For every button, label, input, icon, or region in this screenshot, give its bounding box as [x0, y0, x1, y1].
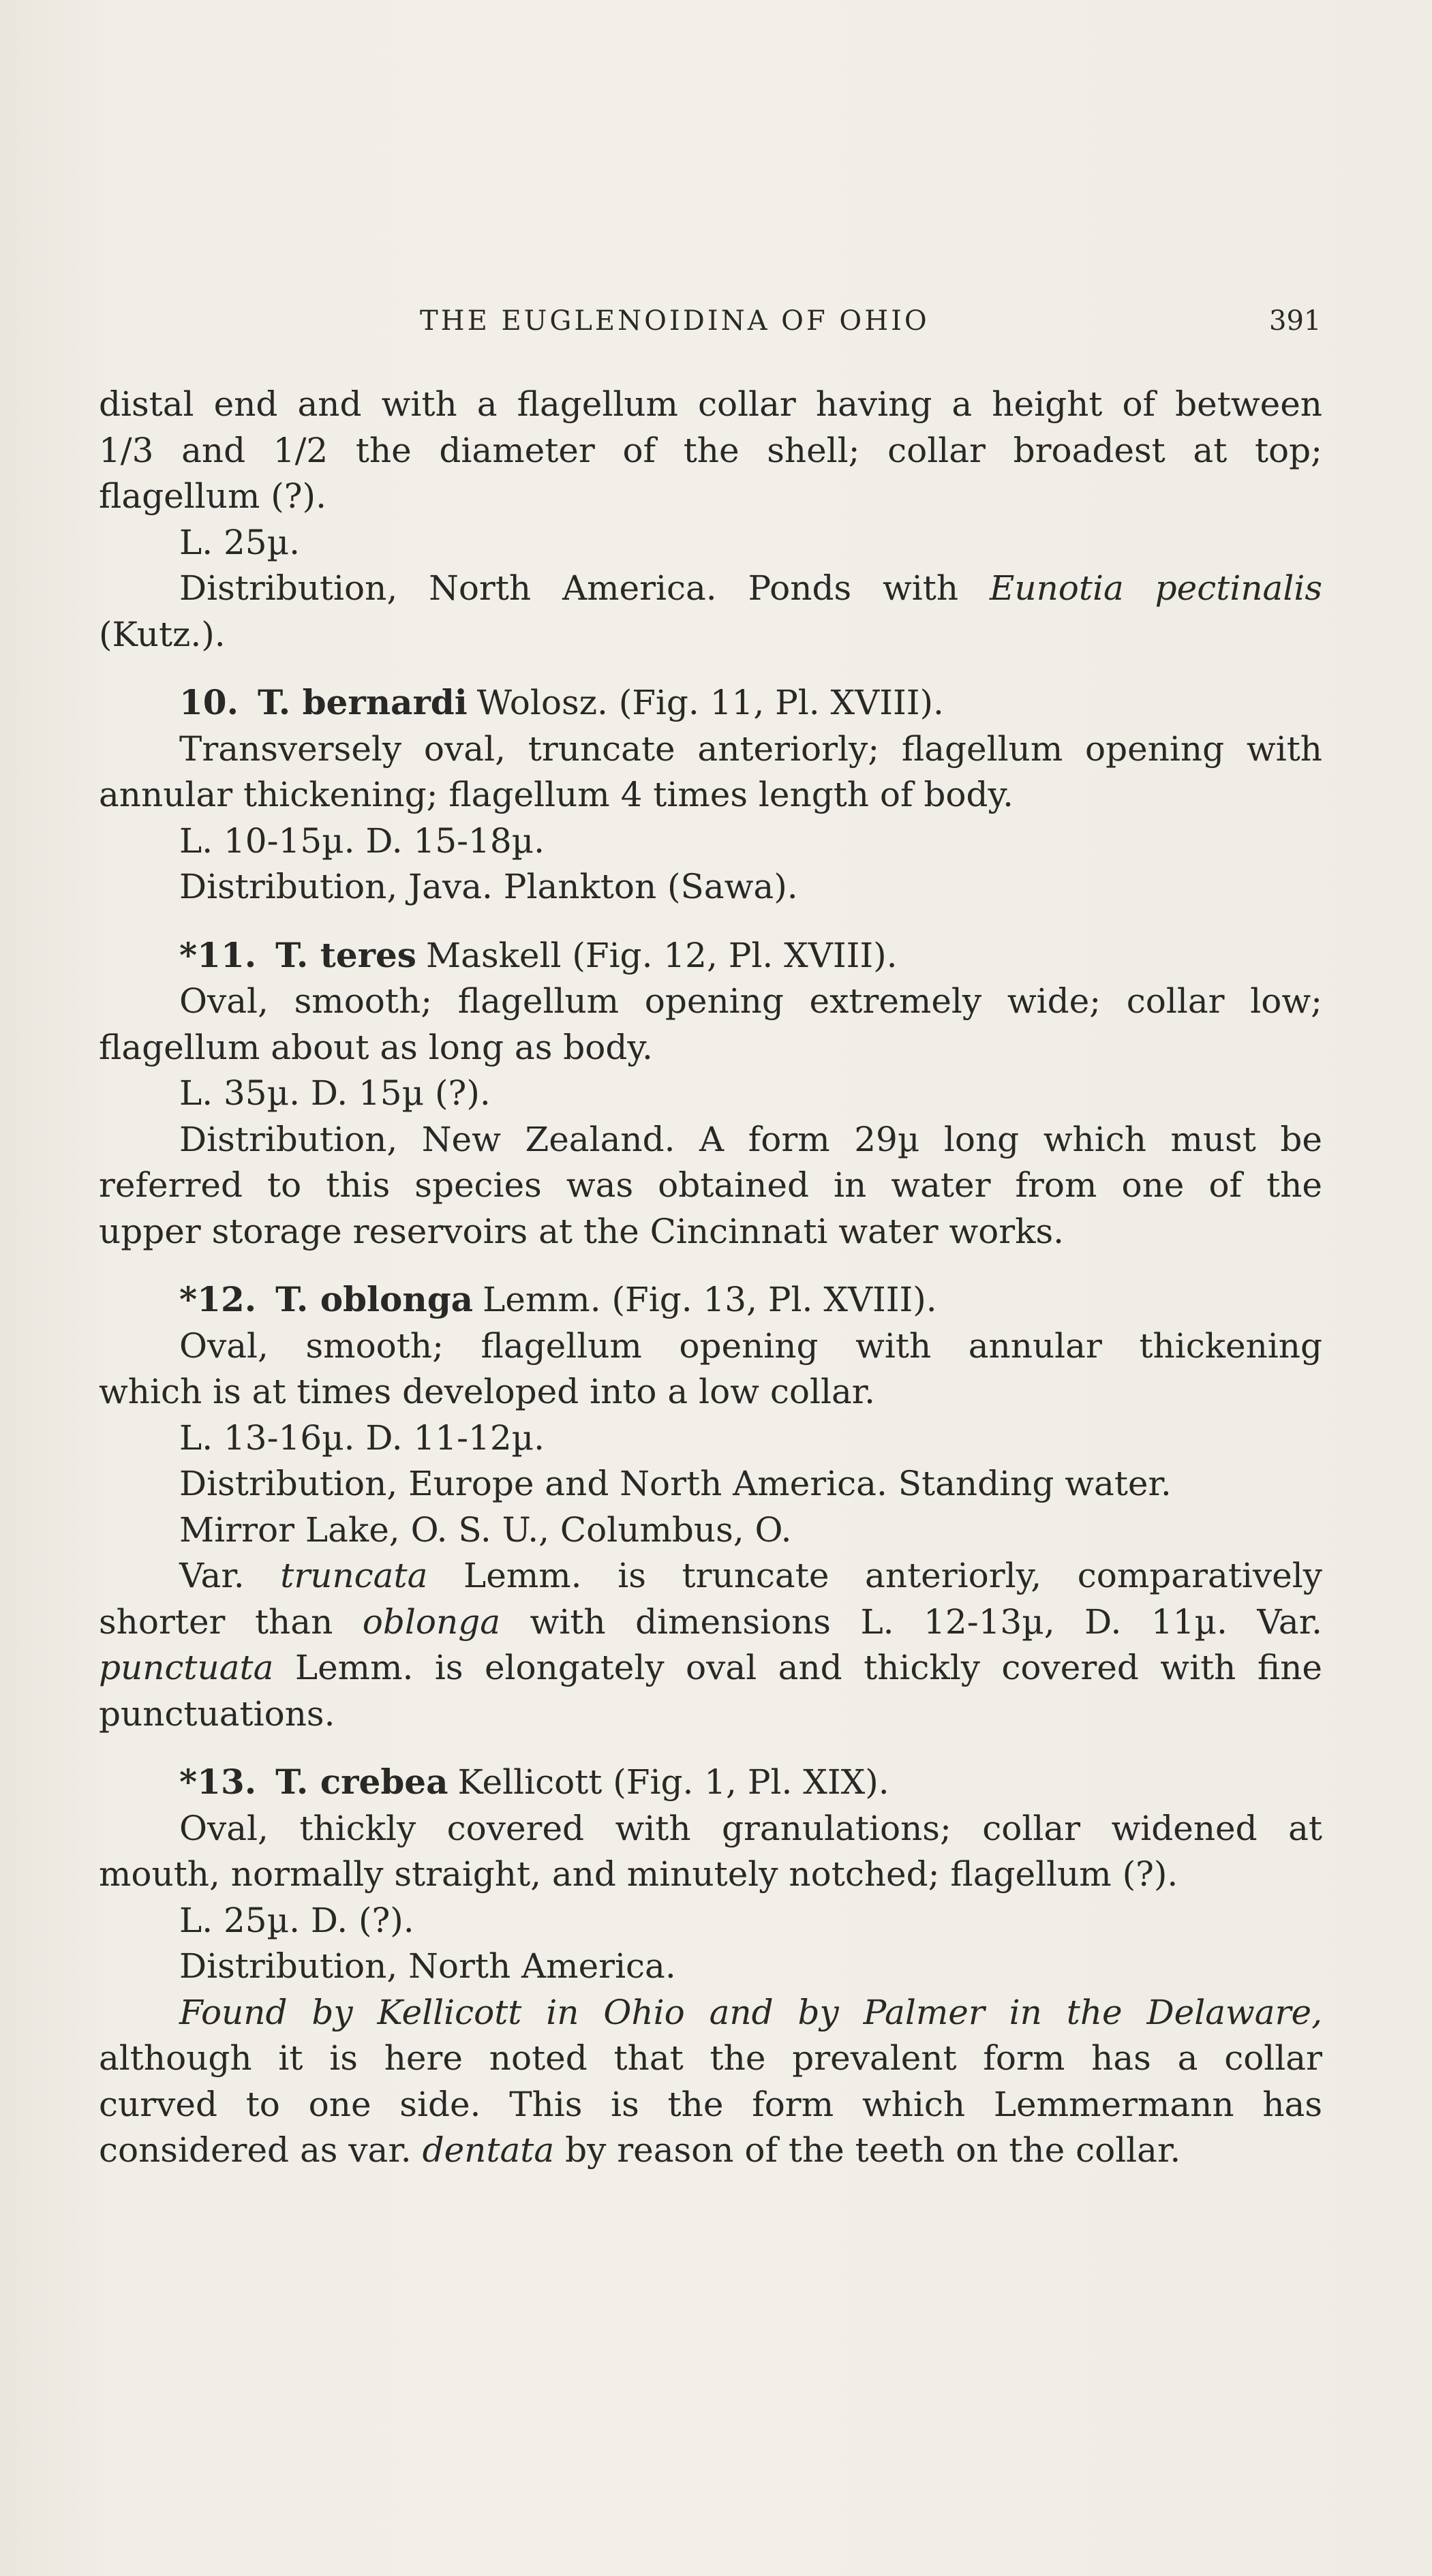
- entry-heading: [99, 932, 1322, 979]
- entry-reference: Wolosz. (Fig. 11, Pl. XVIII).: [476, 683, 944, 722]
- text-line: [99, 1645, 1322, 1691]
- text-line: upper storage reservoirs at the Cincinnati water works.: [99, 1211, 1065, 1251]
- measurement-line: L. 25µ. D. (?).: [179, 1900, 414, 1940]
- species-italic: Eunotia pectinalis: [989, 568, 1322, 608]
- text-run: shorter than: [99, 1601, 363, 1642]
- page-header: [0, 305, 1432, 346]
- variety-line: [99, 1553, 1322, 1599]
- text-run: with dimensions L. 12-13µ, D. 11µ. Var.: [500, 1601, 1323, 1642]
- body-text: [99, 382, 1322, 2174]
- text-line: flagellum (?).: [99, 476, 326, 516]
- entry-number: 10.: [179, 682, 239, 722]
- text-line: mouth, normally straight, and minutely notched; flagellum (?).: [99, 1854, 1178, 1894]
- text-line: Transversely oval, truncate anteriorly; flagellum opening with: [179, 729, 1322, 769]
- text-line: punctuations.: [99, 1693, 335, 1734]
- entry-number: *11.: [179, 934, 257, 975]
- text-line: [99, 2128, 1322, 2174]
- measurement-line: L. 10-15µ. D. 15-18µ.: [179, 821, 545, 861]
- species-name: T. bernardi: [258, 682, 468, 722]
- entry-heading: [99, 1759, 1322, 1806]
- text-line: referred to this species was obtained in water from one of the: [99, 1165, 1322, 1205]
- text-line: curved to one side. This is the form which Lemmermann has: [99, 2084, 1322, 2124]
- distribution-line: Distribution, New Zealand. A form 29µ long which must be: [179, 1119, 1322, 1159]
- text-run: Lemm. is elongately oval and thickly covered with fine: [273, 1648, 1322, 1687]
- entry-heading: [99, 1276, 1322, 1323]
- text-line: Oval, thickly covered with granulations; collar widened at: [179, 1808, 1322, 1848]
- text-run: Var.: [179, 1556, 281, 1595]
- measurement-line: L. 35µ. D. 15µ (?).: [179, 1073, 491, 1113]
- entry-reference: Lemm. (Fig. 13, Pl. XVIII).: [483, 1280, 937, 1319]
- species-name: T. oblonga: [275, 1279, 474, 1319]
- species-italic: oblonga: [362, 1601, 501, 1642]
- text-run: considered as var.: [99, 2130, 423, 2170]
- text-line: distal end and with a flagellum collar having a height of between: [99, 384, 1322, 424]
- distribution-line: Distribution, Europe and North America. Standing water.: [179, 1464, 1172, 1503]
- continuation-paragraph: [99, 382, 1322, 658]
- distribution-line: Distribution, North America.: [179, 1946, 676, 1986]
- text-line: although it is here noted that the prevalent form has a collar: [99, 2038, 1322, 2078]
- measurement-line: L. 25µ.: [179, 522, 301, 562]
- text-run: by reason of the teeth on the collar.: [554, 2130, 1181, 2170]
- variety-italic: dentata: [422, 2130, 555, 2170]
- text-run: Lemm. is truncate anteriorly, comparatively: [427, 1556, 1322, 1595]
- entry-reference: Maskell (Fig. 12, Pl. XVIII).: [425, 935, 898, 975]
- text-run: Distribution, North America. Ponds with: [179, 568, 990, 608]
- measurement-line: L. 13-16µ. D. 11-12µ.: [179, 1417, 545, 1458]
- species-entry-11: [99, 932, 1322, 1255]
- entry-number: *13.: [179, 1762, 257, 1802]
- species-name: T. teres: [275, 934, 416, 975]
- entry-heading: [99, 679, 1322, 726]
- running-title: THE EUGLENOIDINA OF OHIO: [420, 305, 930, 337]
- entry-number: *12.: [179, 1279, 257, 1319]
- page-number: 391: [1269, 305, 1322, 337]
- text-line: annular thickening; flagellum 4 times length of body.: [99, 775, 1014, 814]
- text-line: which is at times developed into a low collar.: [99, 1372, 876, 1411]
- text-line: [99, 1599, 1322, 1646]
- species-name: T. crebea: [275, 1762, 448, 1802]
- italic-note-line: Found by Kellicott in Ohio and by Palmer in the Delaware,: [179, 1992, 1322, 2032]
- text-line: 1/3 and 1/2 the diameter of the shell; collar broadest at top;: [99, 430, 1322, 470]
- text-line: flagellum about as long as body.: [99, 1027, 653, 1067]
- text-line: Oval, smooth; flagellum opening extremely wide; collar low;: [179, 981, 1322, 1021]
- species-entry-12: [99, 1276, 1322, 1737]
- text-line: (Kutz.).: [99, 614, 226, 654]
- distribution-line: [99, 566, 1322, 612]
- species-entry-13: [99, 1759, 1322, 2174]
- locality-line: Mirror Lake, O. S. U., Columbus, O.: [179, 1509, 792, 1550]
- variety-italic: punctuata: [99, 1648, 274, 1687]
- text-line: Oval, smooth; flagellum opening with annular thickening: [179, 1325, 1322, 1366]
- distribution-line: Distribution, Java. Plankton (Sawa).: [179, 867, 798, 906]
- variety-italic: truncata: [280, 1556, 428, 1595]
- entry-reference: Kellicott (Fig. 1, Pl. XIX).: [457, 1762, 889, 1802]
- species-entry-10: [99, 679, 1322, 910]
